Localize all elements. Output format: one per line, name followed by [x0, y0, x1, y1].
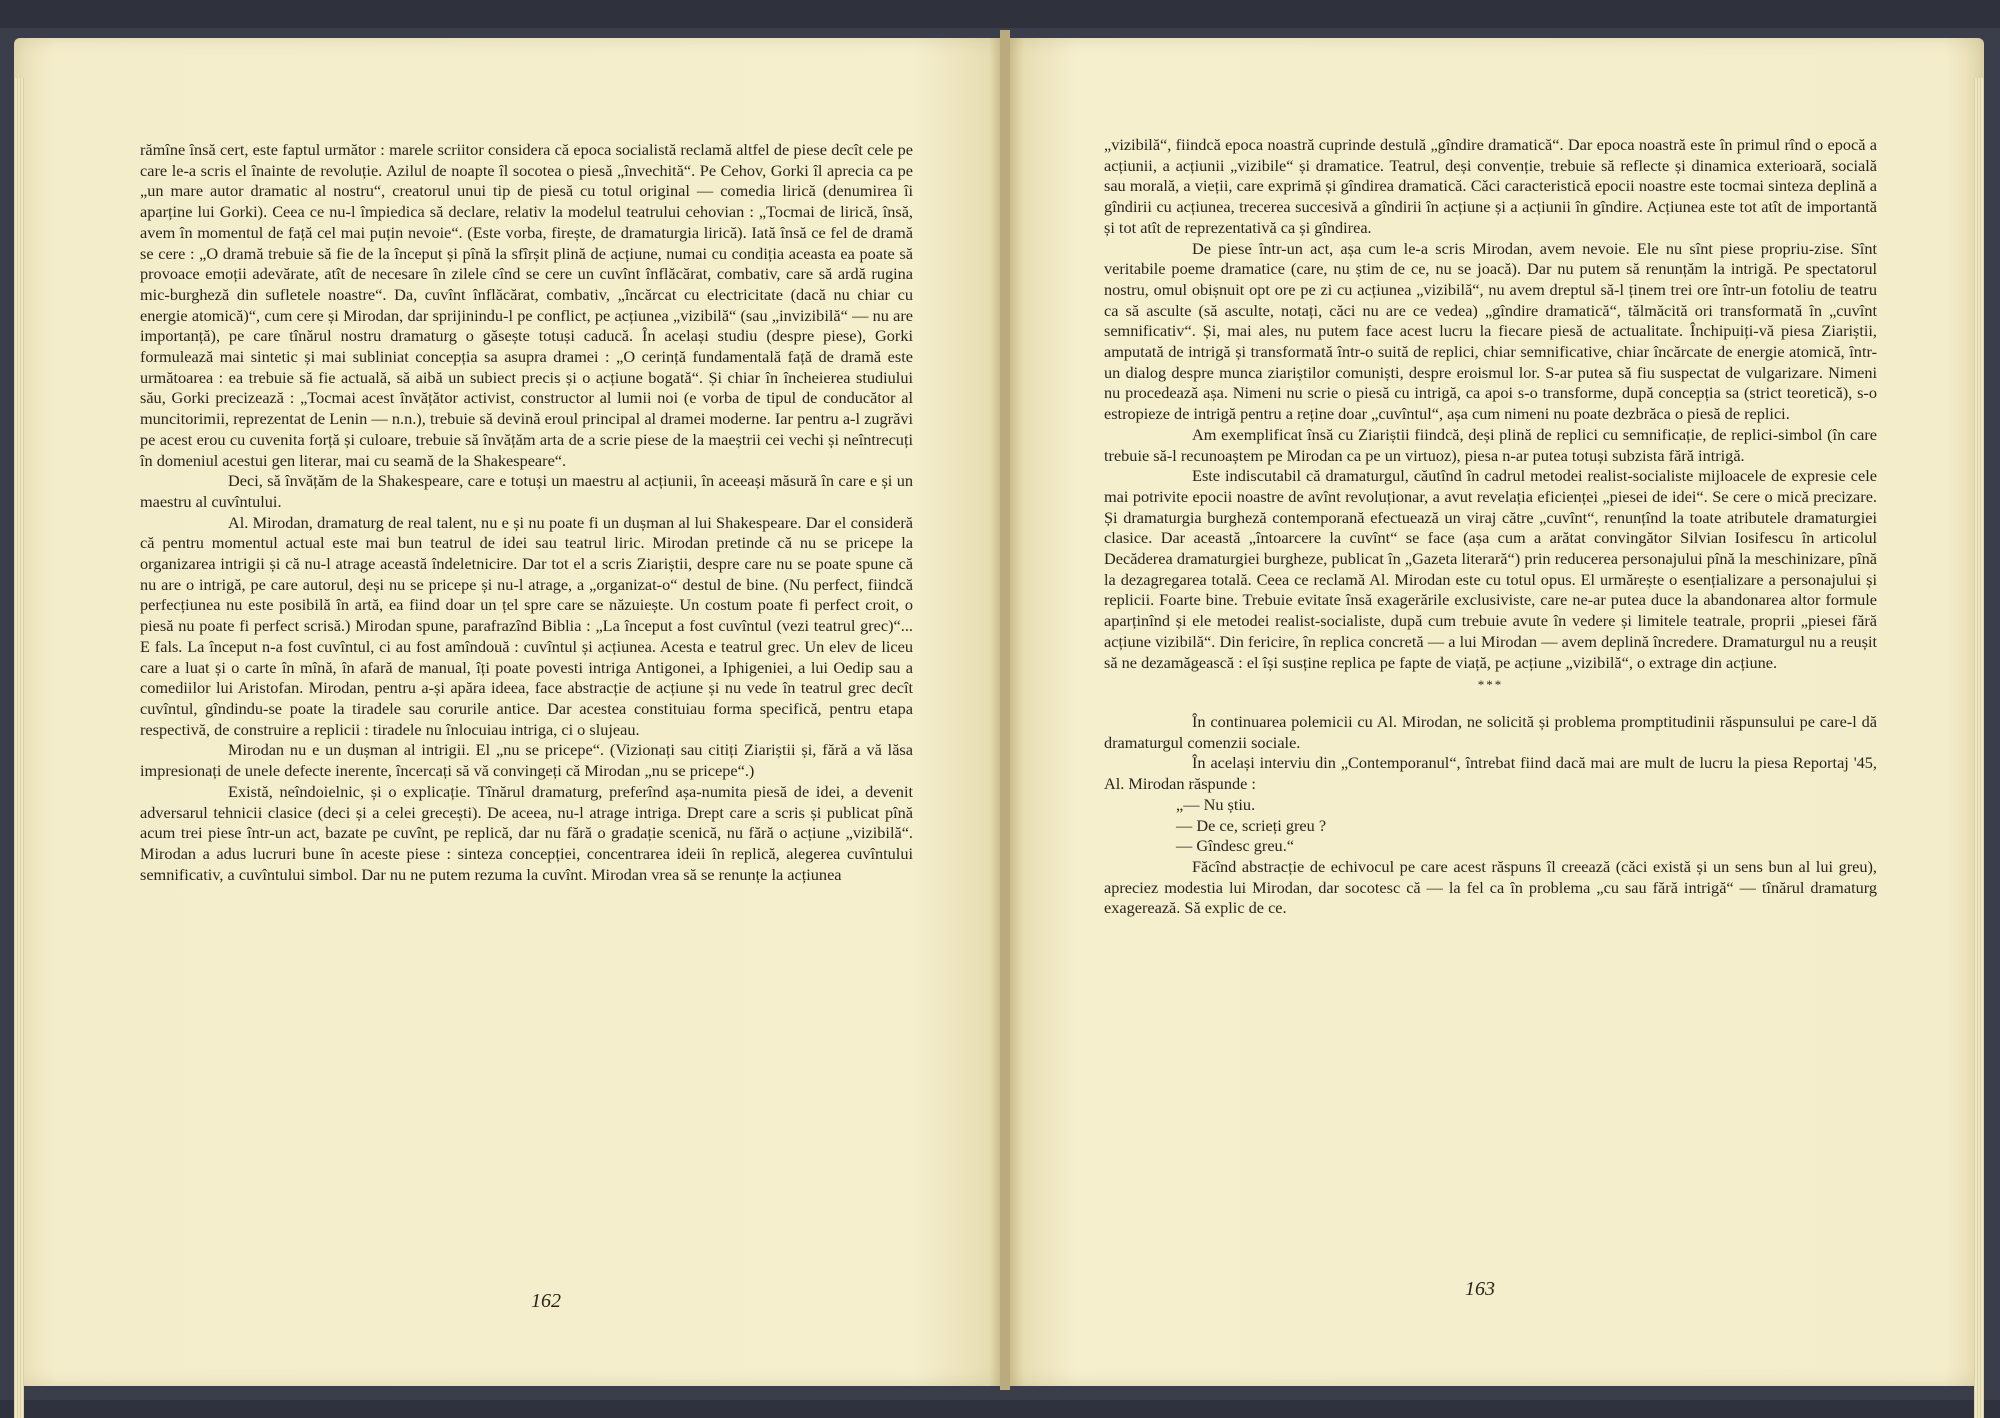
- book-gutter: [1000, 30, 1010, 1390]
- paragraph: Am exemplificat însă cu Ziariștii fiindcă, deși plină de replici cu semnificație, de replici-simbol (în care trebuie să-l recunoaștem pe Mirodan ca pe un virtuoz), piesa n-ar putea totuși subzista fără intrigă.: [1104, 424, 1877, 465]
- paragraph: Făcînd abstracție de echivocul pe care acest răspuns îl creează (căci există și un sens bun al lui greu), apreciez modestia lui Mirodan, dar socotesc că — la fel ca în problema „cu sau fără intrigă“ — tînărul dramaturg exagerează. Să explic de ce.: [1104, 856, 1877, 918]
- right-page-text: [1104, 135, 1877, 919]
- paragraph: În același interviu din „Contemporanul“, întrebat fiind dacă mai are mult de lucru la piesa Reportaj '45, Al. Mirodan răspunde :: [1104, 753, 1877, 794]
- dialog-line: „— Nu știu.: [1176, 794, 1256, 814]
- page-edge-right: [1974, 78, 1984, 1418]
- paragraph: Există, neîndoielnic, și o explicație. Tînărul dramaturg, preferînd așa-numita piesă de idei, a devenit adversarul tehnicii clasice (deci și a celei grecești). De aceea, nu-l atrage intriga. Drept care a scris și publicat pînă acum trei piese într-un act, bazate pe cuvînt, pe replică, dar nu fără o gradație scenică, nu fără o acțiune „vizibilă“. Mirodan a adus lucruri bune în aceste piese : sinteza concepției, concentrarea ideii în replică, alegerea cuvîntului semnificativ, a cuvîntului simbol. Dar nu ne putem rezuma la cuvînt. Mirodan vrea să se renunțe la acțiunea: [140, 781, 913, 884]
- paragraph: Al. Mirodan, dramaturg de real talent, nu e și nu poate fi un dușman al lui Shakespeare. Dar el consideră că pentru momentul actual este mai bun teatrul de idei sau teatrul liric. Mirodan pretinde că nu se pricepe la organizarea intrigii și că nu-l atrage această îndeletnicire. Dar tot el a scris Ziariștii, despre care nu se poate spune că nu are o intrigă, pe care autorul, deși nu se pricepe și nu-l atrage, a „organizat-o“ destul de bine. (Nu perfect, fiindcă perfecțiunea nu este posibilă în artă, ea fiind doar un țel spre care se năzuiește. Un costum poate fi perfect croit, o piesă nu poate fi perfect scrisă.) Mirodan spune, parafrazînd Biblia : „La început a fost cuvîntul (vezi teatrul grec)“... E fals. La început n-a fost cuvîntul, ci au fost amîndouă : cuvîntul și acțiunea. Acesta e teatrul grec. Un elev de liceu care a luat și o carte în mînă, în afară de manual, îți poate povesti intriga Antigonei, a Iphigeniei, a lui Oedip sau a comediilor lui Aristofan. Mirodan, pentru a-și apăra ideea, face abstracție de acțiune și nu vede în teatrul grec decît cuvîntul, gîndindu-se poate la tiradele sau corurile antice. Dar acestea constituiau forma specifică, pentru etapa respectivă, de construire a replicii : tiradele nu înlocuiau intriga, ci o slujeau.: [140, 512, 913, 739]
- page-number-left: 162: [531, 1290, 561, 1312]
- section-separator: ***: [1477, 677, 1504, 693]
- left-page-text: [140, 140, 913, 885]
- paragraph: rămîne însă cert, este faptul următor : marele scriitor considera că epoca socialistă reclamă altfel de piese decît cele pe care le-a scris el înainte de revoluție. Azilul de noapte îl socotea o piesă „învechită“. Pe Cehov, Gorki îl aprecia ca pe „un mare autor dramatic al nostru“, creatorul unui tip de piesă cu totul original — comedia lirică (denumirea îi aparține lui Gorki). Ceea ce nu-l împiedica să declare, relativ la modelul teatrului cehovian : „Tocmai de lirică, însă, avem în momentul de față cel mai puțin nevoie“. (Este vorba, firește, de dramaturgia lirică). Iată însă ce fel de dramă se cere : „O dramă trebuie să fie de la început și pînă la sfîrșit plină de acțiune, numai cu condiția aceasta ea poate să provoace emoții adevărate, atît de necesare în zilele cînd se cere un cuvînt înflăcărat, combativ, care să ardă rugina mic-burgheză din sufletele noastre“. Da, cuvînt înflăcărat, combativ, „încărcat cu electricitate (dacă nu chiar cu energie atomică)“, cum cere și Mirodan, dar sprijinindu-l pe conflict, pe acțiunea „vizibilă“ (sau „invizibilă“ — nu are importanță), pe care tînărul nostru dramaturg o găsește totuși caducă. În același studiu (despre piese), Gorki formulează mai sintetic și mai subliniat concepția sa asupra dramei : „O cerință fundamentală față de dramă este următoarea : ea trebuie să fie actuală, să aibă un subiect precis și o acțiune bogată“. Și chiar în încheierea studiului său, Gorki precizează : „Tocmai acest învățător activist, constructor al lumii noi (e vorba de tipul de conducător al muncitorimii, reprezentat de Lenin — n.n.), trebuie să devină eroul principal al dramei moderne. Iar pentru a-l zugrăvi pe acest erou cu cuvenita forță și culoare, trebuie să învățăm arta de a scrie piese de la maeștrii cei vechi și neîntrecuți în domeniul acestui gen literar, mai cu seamă de la Shakespeare“.: [140, 140, 913, 470]
- paragraph: De piese într-un act, așa cum le-a scris Mirodan, avem nevoie. Ele nu sînt piese propriu-zise. Sînt veritabile poeme dramatice (care, nu știm de ce, nu se joacă). Dar nu putem să renunțăm la intrigă. Pe spectatorul nostru, omul obișnuit opt ore pe zi cu acțiunea „vizibilă“, nu avem dreptul să-l ținem trei ore într-un fotoliu de teatru ca să asculte (să asculte, notați, căci nu are ce vedea) „gîndire dramatică“, tălmăcită ori transformată în „cuvînt semnificativ“. Și, mai ales, nu putem face acest lucru la fiecare piesă de actualitate. Închipuiți-vă piesa Ziariștii, amputată de intrigă și transformată într-o suită de replici, chiar semnificative, chiar încărcate de energie atomică, într-un dialog despre munca ziariștilor comuniști, despre eroismul lor. S-ar putea să fiu suspectat de vulgarizare. Nimeni nu procedează așa. Nimeni nu scrie o piesă cu intrigă, ca apoi s-o transforme, după concepția sa (strict teoretică), s-o estropieze de intrigă pentru a reține doar „cuvîntul“, așa cum nimeni nu poate dezbrăca o piesă de replici.: [1104, 238, 1877, 424]
- paragraph: În continuarea polemicii cu Al. Mirodan, ne solicită și problema promptitudinii răspunsului pe care-l dă dramaturgul comenzii sociale.: [1104, 711, 1877, 752]
- paragraph: Deci, să învățăm de la Shakespeare, care e totuși un maestru al acțiunii, în aceeași măsură în care e și un maestru al cuvîntului.: [140, 471, 913, 511]
- page-number-right: 163: [1465, 1278, 1495, 1300]
- dialog-line: — De ce, scrieți greu ?: [1176, 815, 1327, 835]
- page-edge-left: [14, 78, 24, 1418]
- paragraph: Este indiscutabil că dramaturgul, căutînd în cadrul metodei realist-socialiste mijloacele de expresie cele mai potrivite epocii noastre de avînt revoluționar, a avut revelația eficienței „piesei de idei“. Se cere o mică precizare. Și dramaturgia burgheză contemporană efectuează un viraj către „cuvînt“, renunțînd la toate atributele dramaturgiei clasice. Dar această „întoarcere la cuvînt“ se face (așa cum a arătat convingător Silvian Iosifescu în articolul Decăderea dramaturgiei burgheze, publicat în „Gazeta literară“) prin reducerea personajului pînă la meschinizare, pînă la dezagregarea totală. Ceea ce reclamă Al. Mirodan este cu totul opus. El urmărește o esențializare a personajului și replicii. Foarte bine. Trebuie evitate însă exagerările exclusiviste, care ne-ar putea duce la abandonarea altor formule aparținînd și ele metodei realist-socialiste, după cum trebuie avute în vedere și limitele teatrale, proprii „piesei fără acțiune vizibilă“. Din fericire, în replica concretă — a lui Mirodan — avem deplină încredere. Dramaturgul nu a reușit să ne dezamăgească : el își susține replica pe fapte de viață, pe acțiune „vizibilă“, o extrage din acțiune.: [1104, 466, 1877, 672]
- paragraph: „vizibilă“, fiindcă epoca noastră cuprinde destulă „gîndire dramatică“. Dar epoca noastră este în primul rînd o epocă a acțiunii, a acțiunii „vizibile“ și dramatice. Teatrul, deși convenție, trebuie să reflecte și dinamica exterioară, socială sau morală, a vieții, care exprimă și gîndirea dramatică. Căci caracteristică epocii noastre este tocmai sinteza deplină a gîndirii cu acțiunea, trecerea succesivă a gîndirii în acțiune și a acțiunii în gîndire. Acțiunea este tot atît de importantă și tot atît de reprezentativă ca și gîndirea.: [1104, 135, 1877, 237]
- dialog-line: — Gîndesc greu.“: [1176, 836, 1294, 856]
- paragraph: Mirodan nu e un dușman al intrigii. El „nu se pricepe“. (Vizionați sau citiți Ziariștii și, fără a vă lăsa impresionați de unele defecte inerente, încercați să vă convingeți că Mirodan „nu se pricepe“.): [140, 740, 913, 781]
